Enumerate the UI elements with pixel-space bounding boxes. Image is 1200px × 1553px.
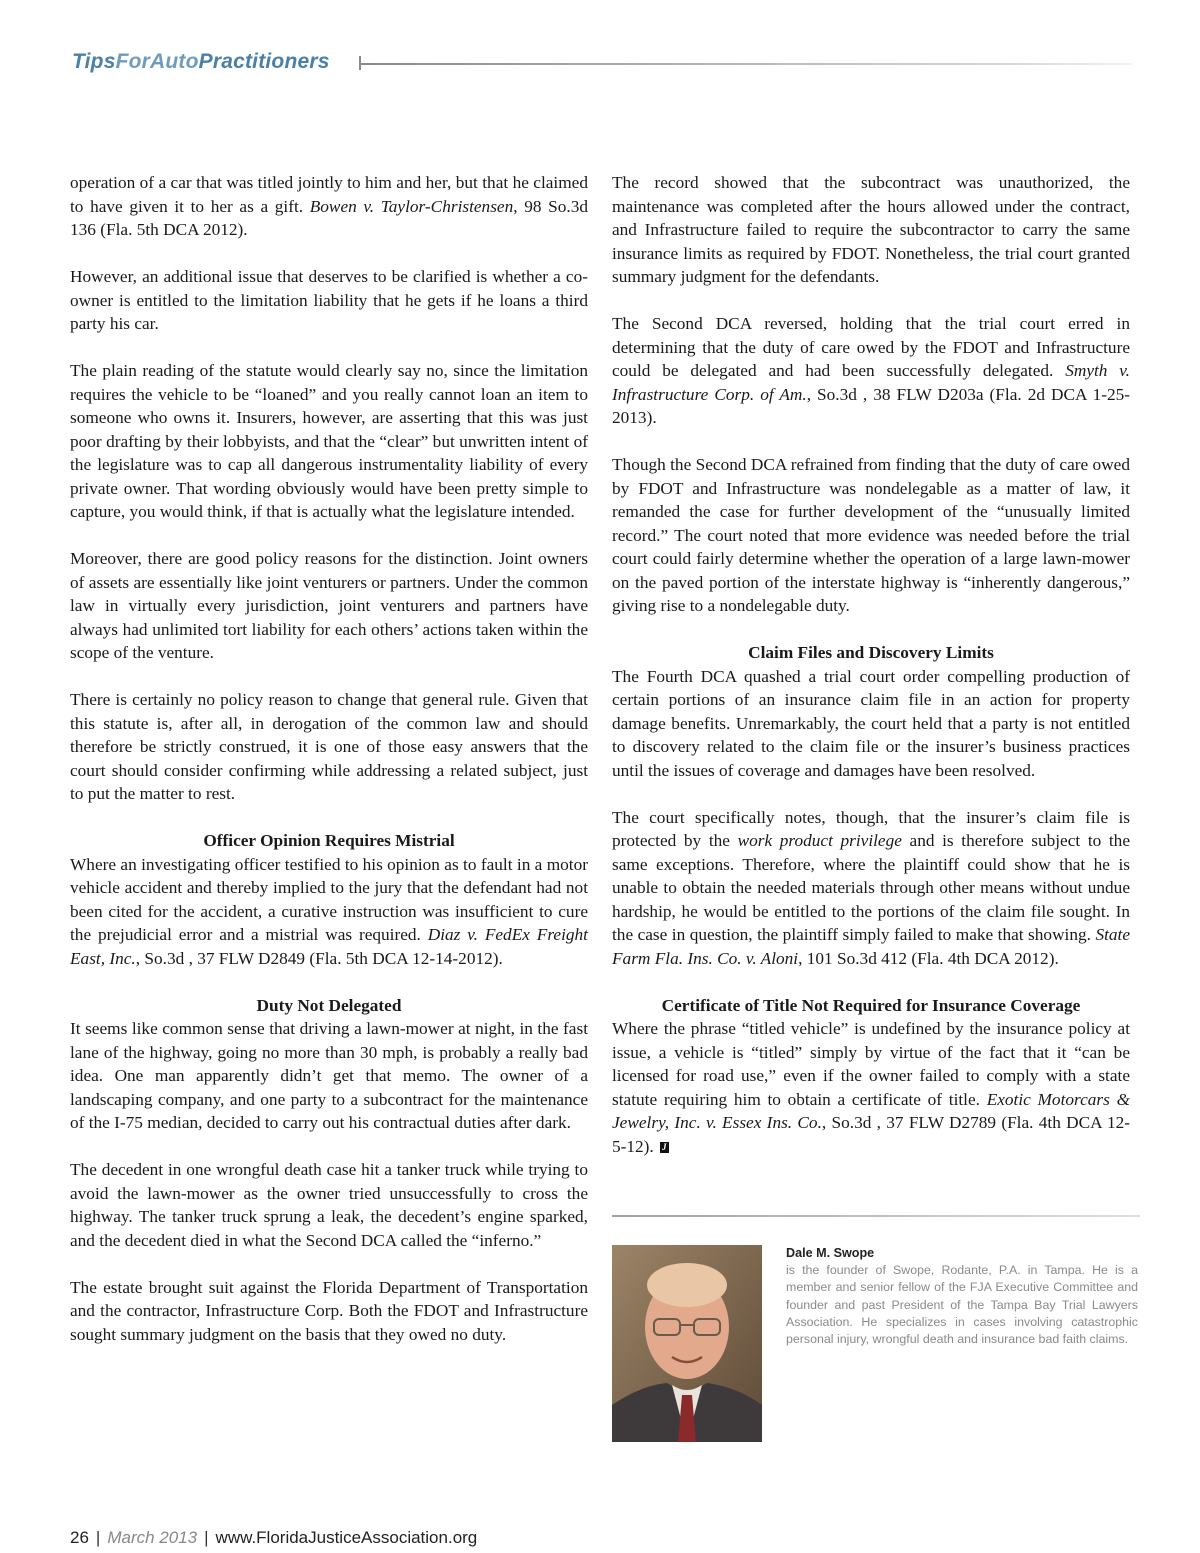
case-citation: Bowen v. Taylor-Christensen [309,196,514,216]
paragraph [612,312,1130,430]
footer-separator: | [204,1528,209,1547]
paragraph: The plain reading of the statute would clearly say no, since the limitation requires the vehicle to be “loaned” and you really cannot loan an item to someone who owns it. Insurers, however, are asserting that this was just poor drafting by their lobbyists, and that the “clear” but unwritten intent of the legislature was to cap all dangerous instrumentality liability of every private owner. That wording obviously would have been pretty simple to capture, you would think, if that is actually what the legislature intended. [70,361,588,521]
author-photo [612,1245,762,1442]
paragraph: It seems like common sense that driving a lawn-mower at night, in the fast lane of the highway, going no more than 30 mph, is probably a really bad idea. One man apparently didn’t get that memo. The owner of a landscaping company, and one party to a subcontract for the maintenance of the I-75 median, decided to carry out his contractual duties after dark. [70,1019,588,1132]
left-column [70,171,588,1370]
paragraph [612,1017,1130,1158]
author-description: is the founder of Swope, Rodante, P.A. in Tampa. He is a member and senior fellow of the FJA Executive Committee and founder and past President of the Tampa Bay Trial Lawyers Association. He specializes in cases involving catastrophic personal injury, wrongful death and insurance bad faith claims. [786,1263,1138,1347]
paragraph: The Fourth DCA quashed a trial court order compelling production of certain portions of an insurance claim file in an action for property damage benefits. Unremarkably, the court held that a party is not entitled to discovery related to the claim file or the insurer’s business practices until the issues of coverage and damages have been resolved. [612,666,1130,780]
running-header [72,50,1132,80]
case-citation: Diaz v. FedEx Freight East, Inc. [70,925,588,968]
case-citation: Exotic Motorcars & Jewelry, Inc. v. Essex Ins. Co. [612,1089,1131,1132]
paragraph [70,171,588,242]
right-column [612,171,1130,1182]
text: The court specifically notes, though, that the insurer’s claim file is protected by the [612,807,1130,850]
author-name: Dale M. Swope [786,1246,875,1260]
title-part-practitioners: Practitioners [198,50,330,73]
section-heading: Officer Opinion Requires Mistrial [203,831,455,850]
text: Where the phrase “titled vehicle” is undefined by the insurance policy at issue, a vehicle is “titled” simply by virtue of the fact that it “can be licensed for road use,” even if the owner failed to comply with a state statute requiring him to obtain a certificate of title. [612,1019,1130,1109]
paragraph: There is certainly no policy reason to change that general rule. Given that this statute is, after all, in derogation of the common law and should therefore be strictly construed, it is one of those easy answers that the court should consider confirming while addressing a related subject, just to put the matter to rest. [70,690,588,803]
paragraph: The decedent in one wrongful death case hit a tanker truck while trying to avoid the lawn-mower as the owner tried unsuccessfully to cross the highway. The tanker truck sprung a leak, the decedent’s engine sparked, and the decedent died in what the Second DCA called the “inferno.” [70,1160,588,1250]
end-of-article-icon: J [660,1142,669,1153]
paragraph: Though the Second DCA refrained from finding that the duty of care owed by FDOT and Infrastructure was nondelegable as a matter of law, it remanded the case for further development of the “unusually limited record.” The court noted that more evidence was needed before the trial court could fairly determine whether the operation of a large lawn-mower on the paved portion of the interstate highway is “inherently dangerous,” giving rise to a nondelegable duty. [612,455,1130,615]
text: , 98 So.3d 136 (Fla. 5th DCA 2012). [70,196,588,239]
case-citation: Smyth v. Infrastructure Corp. of Am. [612,361,1130,404]
header-rule [359,63,1132,65]
text: , So.3d , 37 FLW D2849 (Fla. 5th DCA 12-14-2012). [135,948,503,968]
text: The Second DCA reversed, holding that the trial court erred in determining that the duty of care owed by the FDOT and Infrastructure could be delegated and had been successfully delegated. [612,314,1130,380]
footer-separator: | [95,1528,101,1547]
paragraph: Moreover, there are good policy reasons for the distinction. Joint owners of assets are essentially like joint venturers or partners. Under the common law in virtually every jurisdiction, joint venturers and partners have always had unlimited tort liability for each others’ actions taken within the scope of the venture. [70,549,588,662]
case-citation: State Farm Fla. Ins. Co. v. Aloni [612,925,1130,968]
section-heading: Certificate of Title Not Required for Insurance Coverage [661,995,1081,1015]
text: and is therefore subject to the same exceptions. Therefore, where the plaintiff could show that he is unable to obtain the needed materials through other means without undue hardship, he would be entitled to the portions of the claim file sought. In the case in question, the plaintiff simply failed to make that showing. [612,831,1130,944]
title-part-forauto: ForAuto [115,50,199,73]
paragraph [70,853,588,971]
website-link[interactable]: www.FloridaJusticeAssociation.org [215,1528,478,1547]
section-title [72,50,330,74]
section-heading: Claim Files and Discovery Limits [748,643,994,662]
paragraph: However, an additional issue that deserves to be clarified is whether a co-owner is entitled to the limitation liability that he gets if he loans a third party his car. [70,267,588,333]
paragraph: The record showed that the subcontract was unauthorized, the maintenance was completed after the hours allowed under the contract, and Infrastructure failed to require the subcontractor to carry the same insurance limits as required by FDOT. Nonetheless, the trial court granted summary judgment for the defendants. [612,173,1130,286]
page-number: 26 [70,1528,89,1547]
author-bio [786,1245,1138,1348]
text: , So.3d , 37 FLW D2789 (Fla. 4th DCA 12-5-12). [612,1113,1130,1156]
text: operation of a car that was titled jointly to him and her, but that he claimed to have given it to her as a gift. [70,173,588,216]
paragraph [612,806,1130,971]
title-part-tips: Tips [72,50,116,73]
paragraph: The estate brought suit against the Florida Department of Transportation and the contractor, Infrastructure Corp. Both the FDOT and Infrastructure sought summary judgment on the basis that they owed no duty. [70,1277,588,1344]
text: , So.3d , 38 FLW D203a (Fla. 2d DCA 1-25-2013). [612,384,1131,427]
section-heading: Duty Not Delegated [256,995,402,1015]
text: Where an investigating officer testified to his opinion as to fault in a motor vehicle accident and thereby implied to the jury that the defendant had not been cited for the accident, a curative instruction was insufficient to cure the prejudicial error and a mistrial was required. [70,854,588,944]
bio-divider [612,1215,1140,1217]
emphasis: work product privilege [737,831,902,850]
issue-date: March 2013 [107,1528,198,1547]
author-portrait-icon [612,1245,762,1442]
page-footer [70,1528,477,1548]
text: , 101 So.3d 412 (Fla. 4th DCA 2012). [798,948,1059,968]
